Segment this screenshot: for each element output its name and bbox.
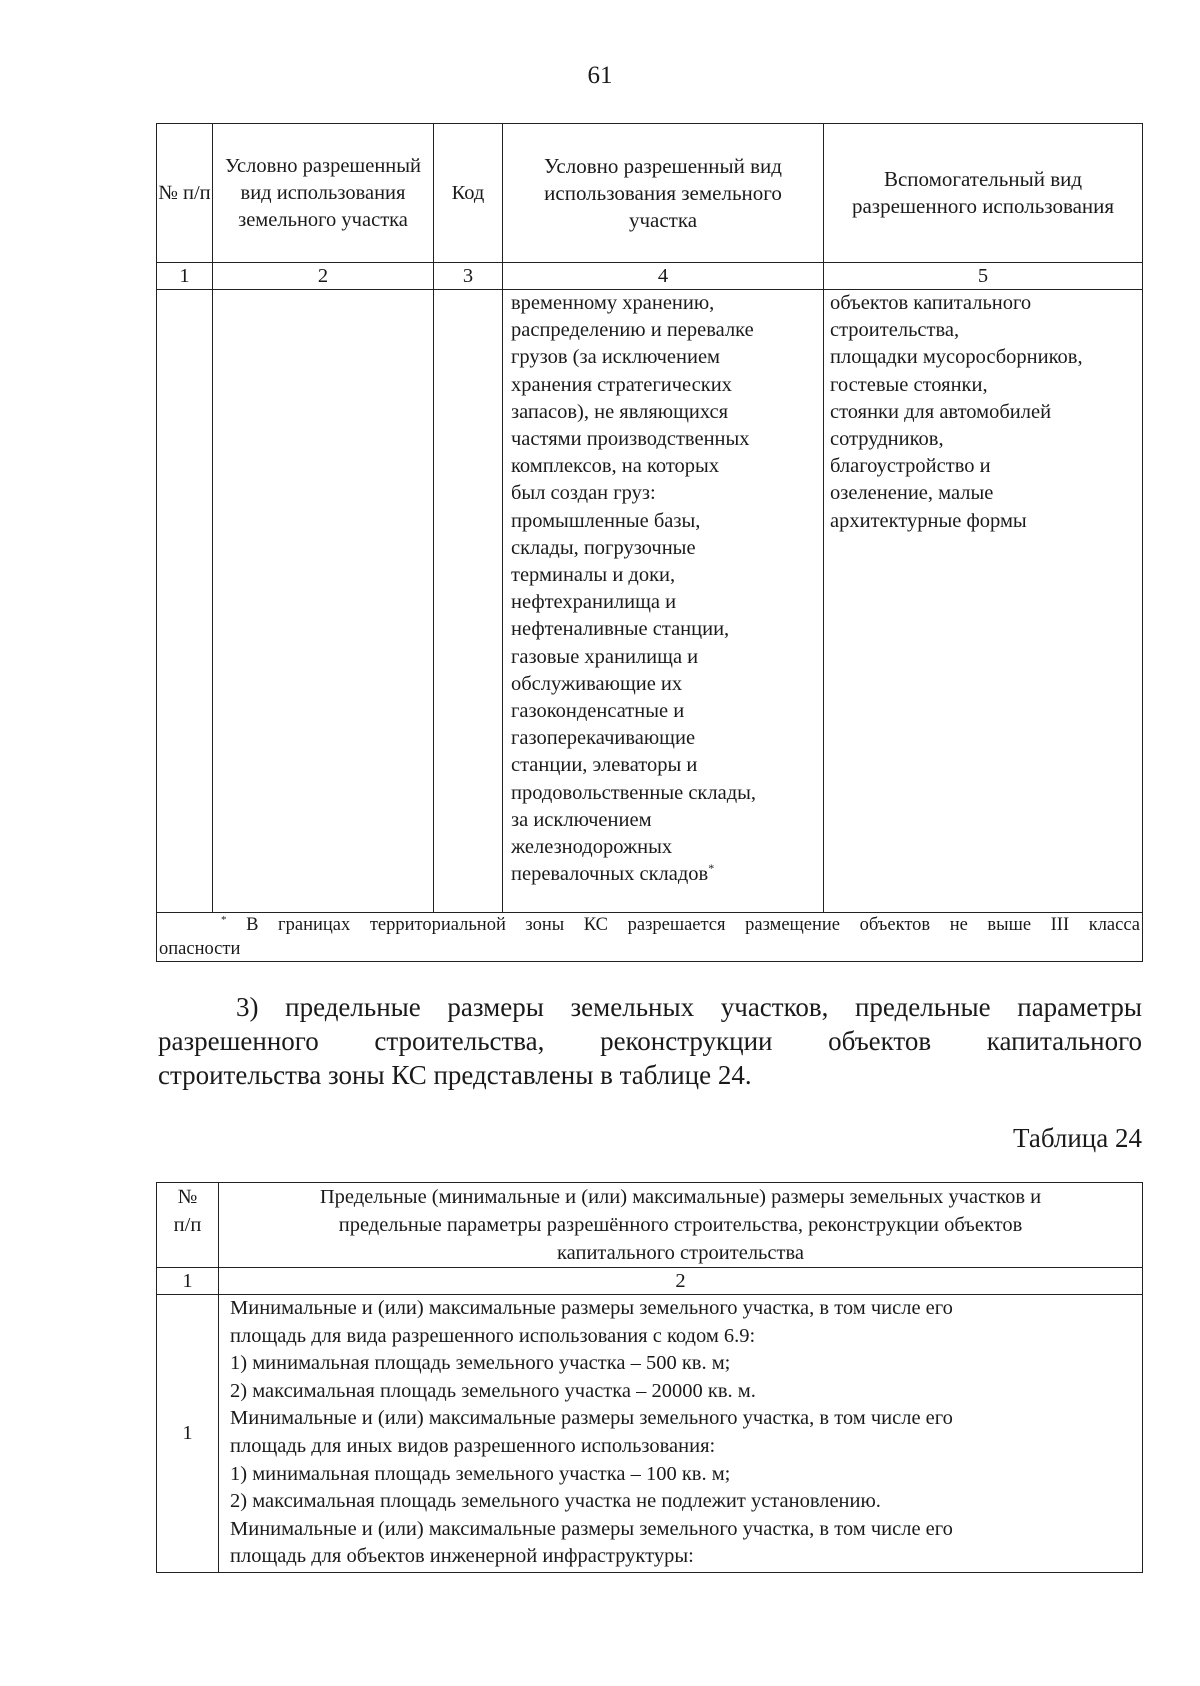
text-line: комплексов, на которых — [511, 455, 720, 478]
column-number-row — [157, 1268, 1143, 1295]
text-line: грузов (за исключением — [511, 346, 721, 369]
paragraph-line: разрешенного строительства, реконструкции объектов капитального — [158, 1026, 1142, 1056]
text-line: площадь для вида разрешенного использования с кодом 6.9: — [230, 1324, 756, 1347]
column-number: 2 — [213, 263, 434, 290]
text-line: терминалы и доки, — [511, 564, 676, 587]
cell-auxiliary-use — [824, 290, 1143, 913]
text-line: продовольственные склады, — [511, 781, 757, 804]
text-line: склады, погрузочные — [511, 536, 696, 559]
text-line: архитектурные формы — [830, 509, 1027, 532]
column-number-row — [157, 263, 1143, 290]
text-line: объектов капитального — [830, 292, 1032, 314]
footnote-marker: * — [708, 861, 715, 876]
column-number: 1 — [157, 263, 213, 290]
text-line: газоконденсатные и — [511, 700, 685, 723]
text-line: гостевые стоянки, — [830, 373, 988, 396]
footnote-row — [157, 913, 1143, 962]
table-header-row — [157, 124, 1143, 263]
cell-code — [434, 290, 503, 913]
footnote-line — [159, 913, 1140, 937]
text-line: площадь для объектов инженерной инфраструктуры: — [230, 1545, 694, 1568]
page-number: 61 — [587, 62, 613, 89]
header-line: Предельные (минимальные и (или) максимальные) размеры земельных участков и — [319, 1186, 1042, 1208]
paragraph-line: строительства зоны КС представлены в таблице 24. — [158, 1060, 752, 1090]
header-code: Код — [434, 124, 503, 263]
footnote-text: В границах территориальной зоны КС разрешается размещение объектов не выше III класса — [246, 915, 1140, 935]
text-line: 1) минимальная площадь земельного участка – 500 кв. м; — [230, 1352, 731, 1375]
text-line: 1) минимальная площадь земельного участка – 100 кв. м; — [230, 1462, 731, 1485]
text-line: 2) максимальная площадь земельного участка – 20000 кв. м. — [230, 1379, 756, 1402]
text-line: нефтеналивные станции, — [511, 618, 730, 641]
cell-num: 1 — [157, 1295, 219, 1573]
body-paragraph — [158, 990, 1142, 1092]
text-line: распределению и перевалке — [511, 319, 754, 342]
text-line: был создан груз: — [511, 482, 656, 505]
text-line: площадь для иных видов разрешенного использования: — [230, 1434, 716, 1457]
text-line: площадки мусоросборников, — [830, 346, 1083, 369]
text-line-content: перевалочных складов — [511, 863, 709, 886]
header-num: № п/п — [157, 1183, 219, 1268]
column-number: 1 — [157, 1268, 219, 1295]
text-line: временному хранению, — [511, 292, 715, 314]
text-line: обслуживающие их — [511, 672, 683, 695]
text-line: железнодорожных — [511, 836, 673, 859]
text-line: благоустройство и — [830, 455, 991, 478]
cell-limits — [219, 1295, 1143, 1573]
text-line: Минимальные и (или) максимальные размеры земельного участка, в том числе его — [230, 1297, 953, 1319]
text-line: озеленение, малые — [830, 482, 994, 505]
cell-conditional-use-parcel — [503, 290, 824, 913]
header-conditional-use: Условно разрешенный вид использования земельного участка — [213, 124, 434, 263]
column-number: 4 — [503, 263, 824, 290]
column-number: 3 — [434, 263, 503, 290]
text-line: стоянки для автомобилей — [830, 400, 1052, 423]
text-line: промышленные базы, — [511, 509, 701, 532]
header-conditional-use-parcel: Условно разрешенный вид использования земельного участка — [503, 124, 824, 263]
header-limits — [219, 1183, 1143, 1268]
cell-use — [213, 290, 434, 913]
text-line: запасов), не являющихся — [511, 400, 729, 423]
footnote-marker: * — [221, 913, 227, 926]
text-line: нефтехранилища и — [511, 591, 677, 614]
header-line: предельные параметры разрешённого строительства, реконструкции объектов — [338, 1214, 1023, 1236]
table-header-row — [157, 1183, 1143, 1268]
column-number: 5 — [824, 263, 1143, 290]
header-auxiliary-use: Вспомогательный вид разрешенного использования — [824, 124, 1143, 263]
limits-table — [156, 1182, 1143, 1573]
text-line: газовые хранилища и — [511, 645, 699, 668]
text-line: 2) максимальная площадь земельного участка не подлежит установлению. — [230, 1490, 881, 1513]
paragraph-line: 3) предельные размеры земельных участков, предельные параметры — [236, 992, 1142, 1022]
header-line: капитального строительства — [557, 1242, 804, 1264]
text-line: сотрудников, — [830, 428, 944, 451]
text-line: Минимальные и (или) максимальные размеры земельного участка, в том числе его — [230, 1517, 953, 1540]
cell-num — [157, 290, 213, 913]
text-line: газоперекачивающие — [511, 727, 696, 750]
land-use-table — [156, 123, 1143, 962]
text-line — [511, 861, 817, 888]
header-num: № п/п — [157, 124, 213, 263]
table-row — [157, 290, 1143, 913]
table-caption: Таблица 24 — [1013, 1123, 1142, 1153]
footnote-cell — [157, 913, 1143, 962]
table-row — [157, 1295, 1143, 1573]
text-line: частями производственных — [511, 428, 750, 451]
footnote-line-2: опасности — [159, 939, 241, 959]
text-line: хранения стратегических — [511, 373, 732, 396]
column-number: 2 — [219, 1268, 1143, 1295]
text-line: за исключением — [511, 808, 652, 831]
text-line: станции, элеваторы и — [511, 754, 698, 777]
text-line: строительства, — [830, 319, 960, 342]
text-line: Минимальные и (или) максимальные размеры земельного участка, в том числе его — [230, 1407, 953, 1430]
